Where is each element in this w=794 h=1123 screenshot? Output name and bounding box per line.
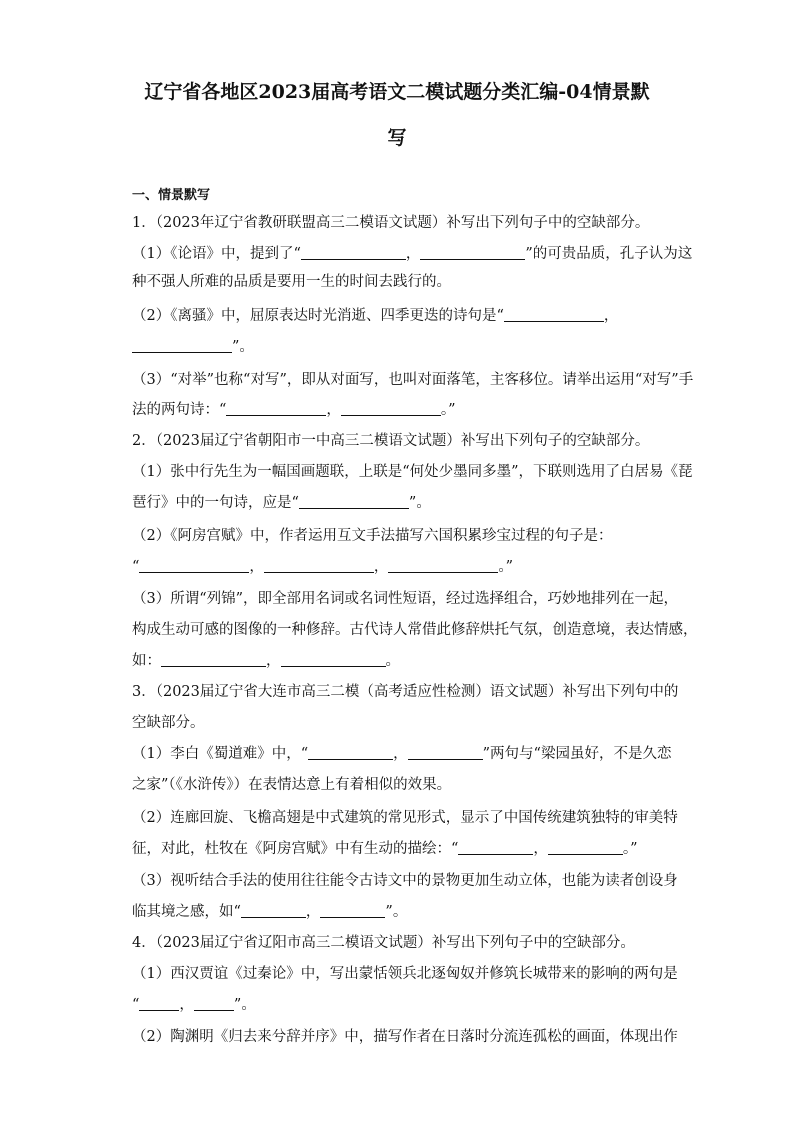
q1-stem: 1．（2023年辽宁省教研联盟高三二模语文试题）补写出下列句子中的空缺部分。 (132, 215, 650, 231)
q2-p3-line1: （3）所谓“列锦”，即全部用名词或名词性短语，经过选择组合，巧妙地排列在一起， (132, 591, 679, 607)
title-line-2: 写 (387, 127, 407, 149)
answer-blank[interactable] (139, 995, 179, 1011)
q2-p2-line1: （2）《阿房宫赋》中，作者运用互文手法描写六国积累珍宝过程的句子是： (132, 528, 613, 544)
answer-blank[interactable] (241, 902, 306, 918)
document-title (132, 69, 662, 161)
q1-p3-line2: 法的两句诗：“ ， 。” (132, 402, 456, 418)
answer-blank[interactable] (320, 902, 385, 918)
q4-p1-line1: （1）西汉贾谊《过秦论》中，写出蒙恬领兵北逐匈奴并修筑长城带来的影响的两句是 (132, 966, 678, 982)
q4-p2-line1: （2）陶渊明《归去来兮辞并序》中，描写作者在日落时分流连孤松的画面，体现出作 (132, 1029, 678, 1045)
q4-stem: 4．（2023届辽宁省辽阳市高三二模语文试题）补写出下列句子中的空缺部分。 (132, 935, 635, 951)
answer-blank[interactable] (388, 557, 498, 573)
answer-blank[interactable] (161, 651, 266, 667)
q3-p2-line1: （2）连廊回旋、飞檐高翅是中式建筑的常见形式，显示了中国传统建筑独特的审美特 (132, 810, 678, 826)
q2-stem: 2．（2023届辽宁省朝阳市一中高三二模语文试题）补写出下列句子的空缺部分。 (132, 433, 650, 449)
q1-p1-line2: 种不强人所难的品质是要用一生的时间去践行的。 (132, 274, 451, 290)
q3-stem-line1: 3．（2023届辽宁省大连市高三二模（高考适应性检测）语文试题）补写出下列句中的 (132, 684, 679, 700)
section-heading: 一、情景默写 (132, 188, 211, 203)
answer-blank[interactable] (299, 493, 409, 509)
title-line-1: 辽宁省各地区2023届高考语文二模试题分类汇编-04情景默 (144, 81, 650, 103)
answer-blank[interactable] (139, 557, 249, 573)
answer-blank[interactable] (226, 400, 326, 416)
q2-p3-line2: 构成生动可感的图像的一种修辞。古代诗人常借此修辞烘托气氛，创造意境，表达情感， (132, 622, 698, 638)
answer-blank[interactable] (301, 244, 406, 260)
answer-blank[interactable] (341, 400, 441, 416)
q3-p1-line1: （1）李白《蜀道难》中，“ ， ”两句与“梁园虽好，不是久恋 (132, 746, 672, 762)
answer-blank[interactable] (408, 744, 483, 760)
answer-blank[interactable] (308, 744, 393, 760)
answer-blank[interactable] (194, 995, 234, 1011)
q2-p1-line2: 琶行》中的一句诗，应是“ ”。 (132, 495, 431, 511)
q2-p2-line2: “ ， ， 。” (132, 559, 514, 575)
q1-p2-line2: ”。 (132, 337, 254, 357)
q2-p3-line3: 如： ， 。 (132, 653, 400, 669)
q1-p1-line1: （1）《论语》中，提到了“ ， ”的可贵品质，孔子认为这 (132, 246, 693, 262)
answer-blank[interactable] (132, 337, 232, 353)
answer-blank[interactable] (281, 651, 386, 667)
q3-p2-line2: 征，对此，杜牧在《阿房宫赋》中有生动的描绘：“ ， 。” (132, 841, 638, 857)
q1-p2-line1: （2）《离骚》中，屈原表达时光消逝、四季更迭的诗句是“ ， (132, 308, 619, 324)
answer-blank[interactable] (548, 839, 623, 855)
q1-p3-line1: （3）“对举”也称“对写”，即从对面写，也叫对面落笔，主客移位。请举出运用“对写”手 (132, 372, 694, 388)
q4-p1-line2: “ ， ”。 (132, 997, 256, 1013)
q3-p1-line2: 之家”（《水浒传》）在表情达意上有着相似的效果。 (132, 777, 452, 793)
q2-p1-line1: （1）张中行先生为一幅国画题联，上联是“何处少墨同多墨”，下联则选用了白居易《琵 (132, 464, 693, 480)
q3-p3-line1: （3）视听结合手法的使用往往能令古诗文中的景物更加生动立体，也能为读者创设身 (132, 873, 678, 889)
q3-p3-line2: 临其境之感，如“ ， ”。 (132, 904, 408, 920)
answer-blank[interactable] (420, 244, 525, 260)
answer-blank[interactable] (504, 306, 604, 322)
q3-stem-line2: 空缺部分。 (132, 715, 205, 731)
answer-blank[interactable] (458, 839, 533, 855)
answer-blank[interactable] (264, 557, 374, 573)
